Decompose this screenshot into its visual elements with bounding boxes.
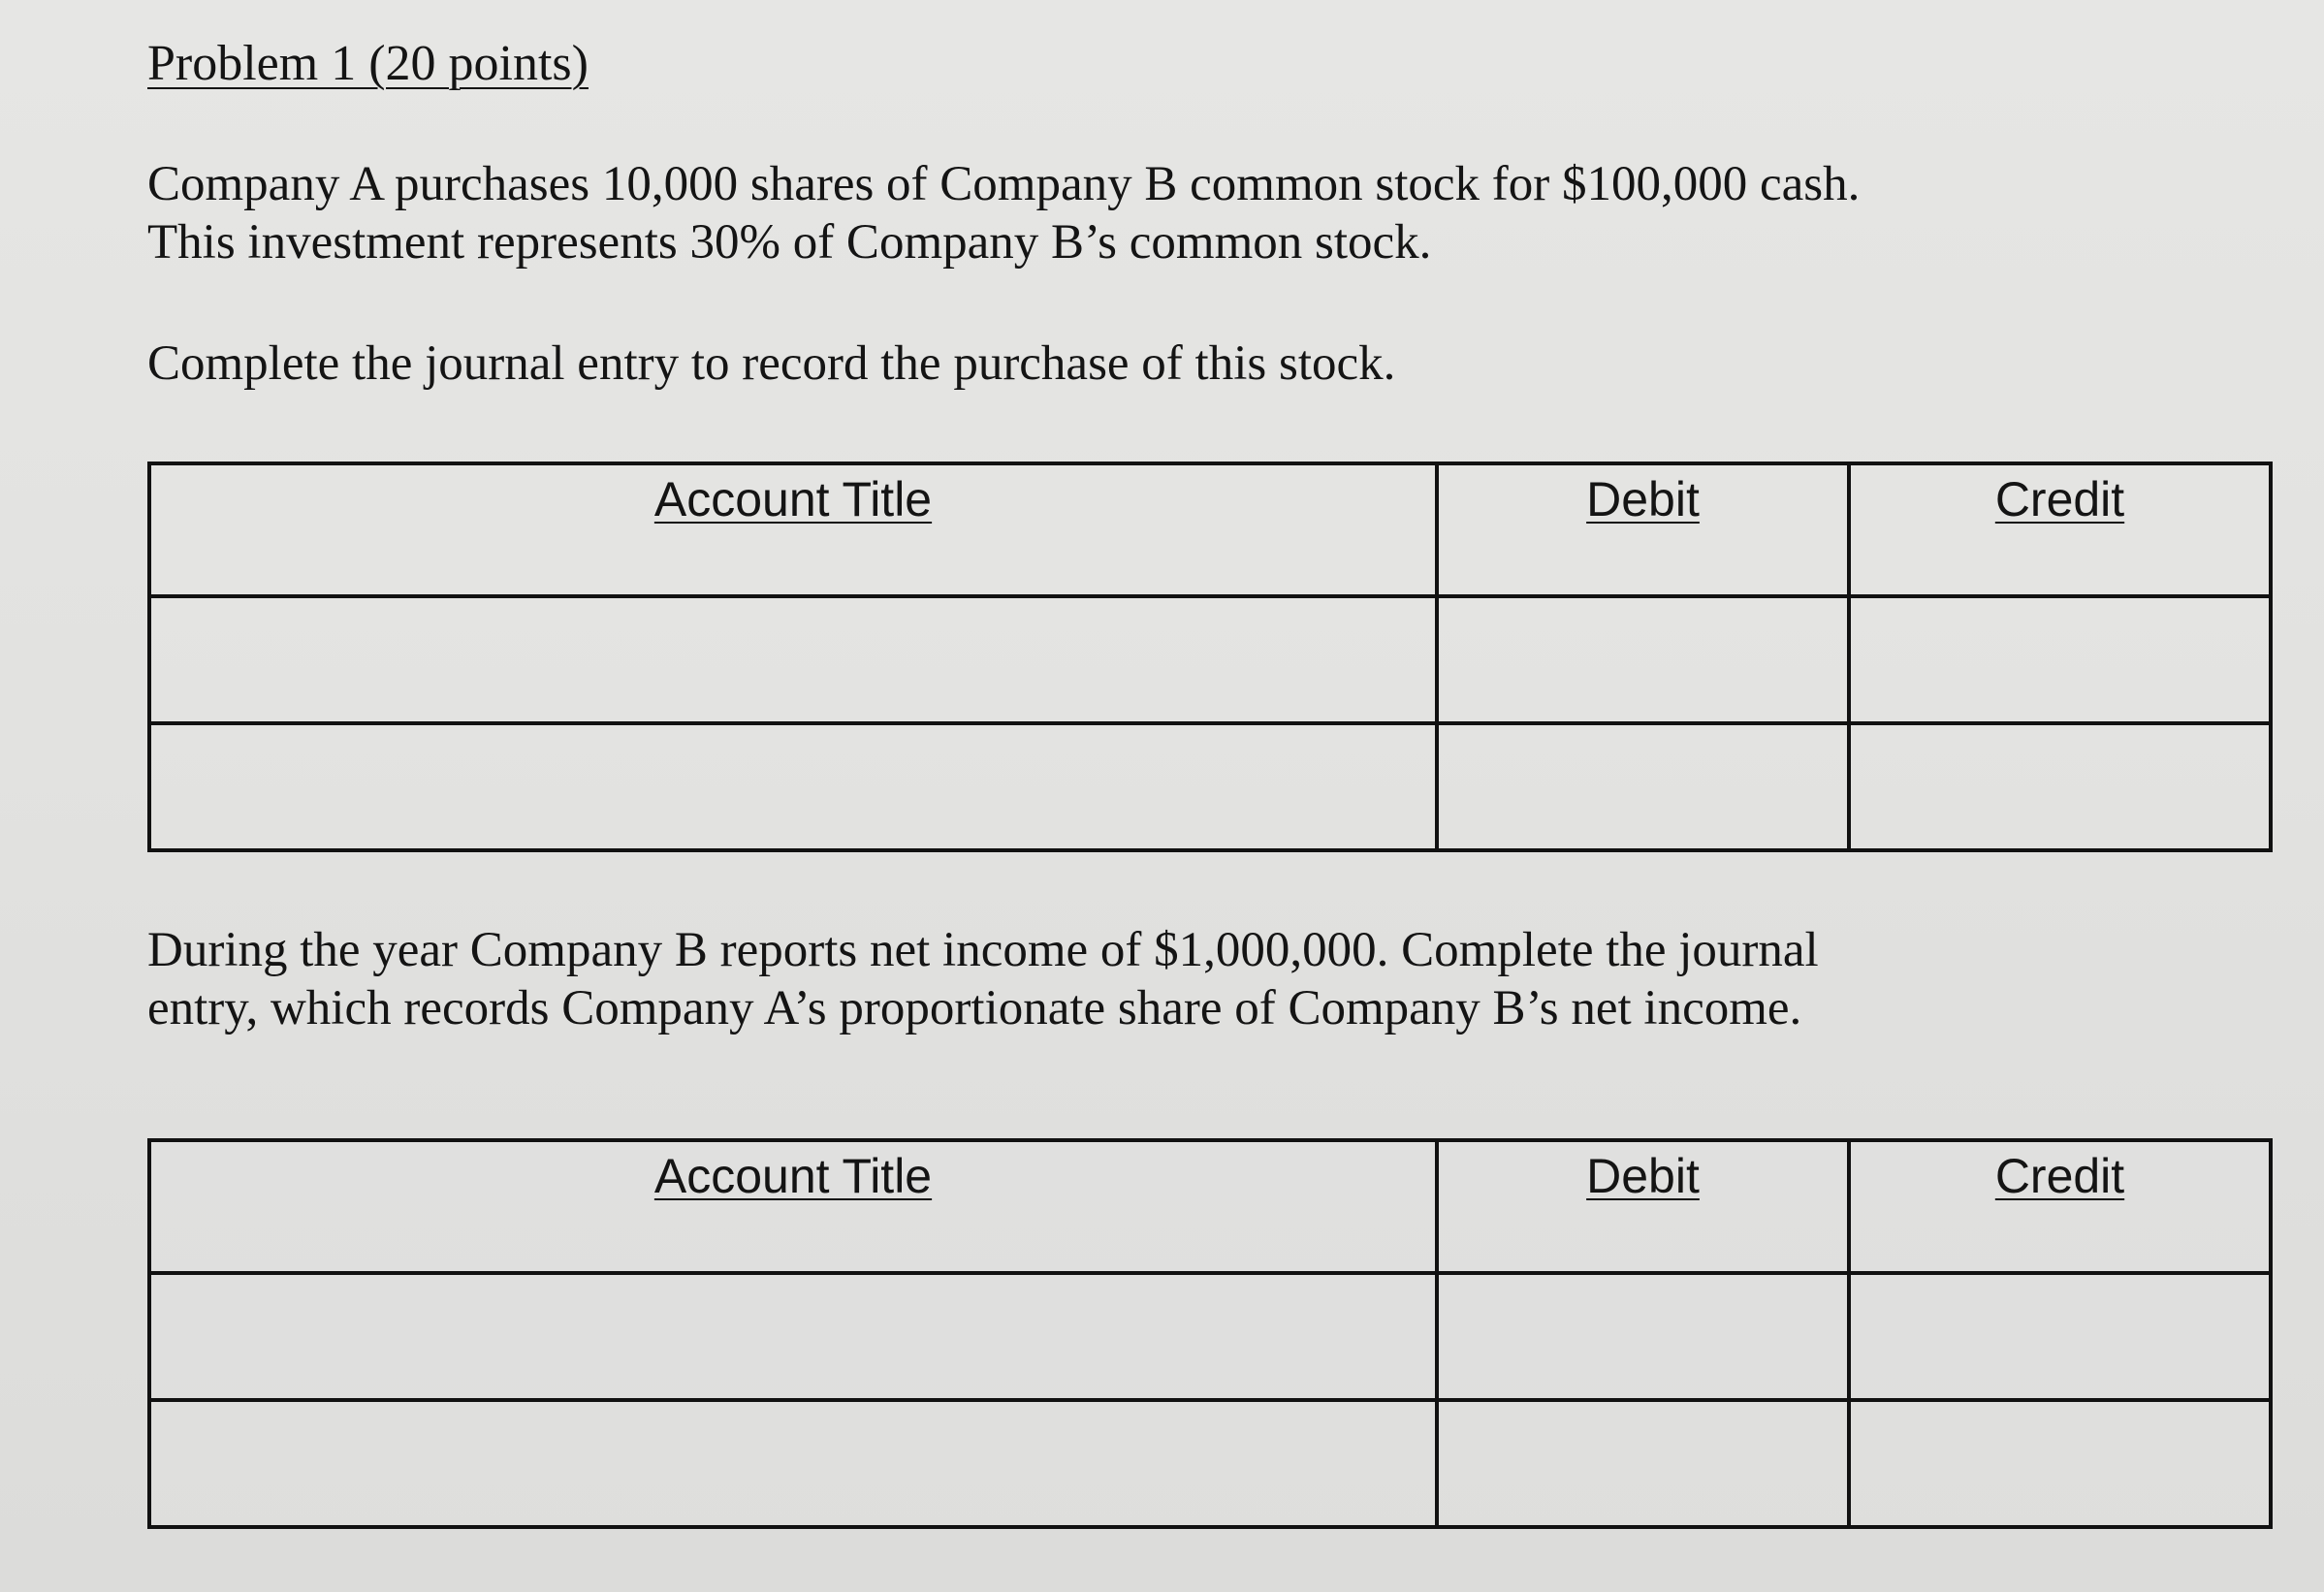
debit-cell[interactable] [1437,1400,1849,1527]
header-credit: Credit [1849,1140,2271,1273]
debit-cell[interactable] [1437,723,1849,850]
journal-table-purchase [147,462,2273,852]
table-header-row [149,463,2271,596]
account-cell[interactable] [149,1273,1437,1400]
table-header-row [149,1140,2271,1273]
credit-cell[interactable] [1849,596,2271,723]
header-credit: Credit [1849,463,2271,596]
header-account-title: Account Title [149,463,1437,596]
header-debit: Debit [1437,1140,1849,1273]
credit-cell[interactable] [1849,723,2271,850]
debit-cell[interactable] [1437,1273,1849,1400]
header-account-title: Account Title [149,1140,1437,1273]
credit-cell[interactable] [1849,1400,2271,1527]
debit-cell[interactable] [1437,596,1849,723]
instruction-net-income: During the year Company B reports net income of $1,000,000. Complete the journal entry, which records Company A’s proportionate share of Company B’s net income. [147,923,1819,1035]
table-row [149,1273,2271,1400]
account-cell[interactable] [149,723,1437,850]
problem-intro: Company A purchases 10,000 shares of Company B common stock for $100,000 cash. This investment represents 30% of Company B’s common stock. [147,157,1861,270]
header-debit: Debit [1437,463,1849,596]
table-row [149,596,2271,723]
journal-table-net-income [147,1138,2273,1529]
table-row [149,723,2271,850]
problem-title: Problem 1 (20 points) [147,36,589,91]
account-cell[interactable] [149,596,1437,723]
table-row [149,1400,2271,1527]
account-cell[interactable] [149,1400,1437,1527]
credit-cell[interactable] [1849,1273,2271,1400]
instruction-purchase: Complete the journal entry to record the purchase of this stock. [147,336,1396,391]
